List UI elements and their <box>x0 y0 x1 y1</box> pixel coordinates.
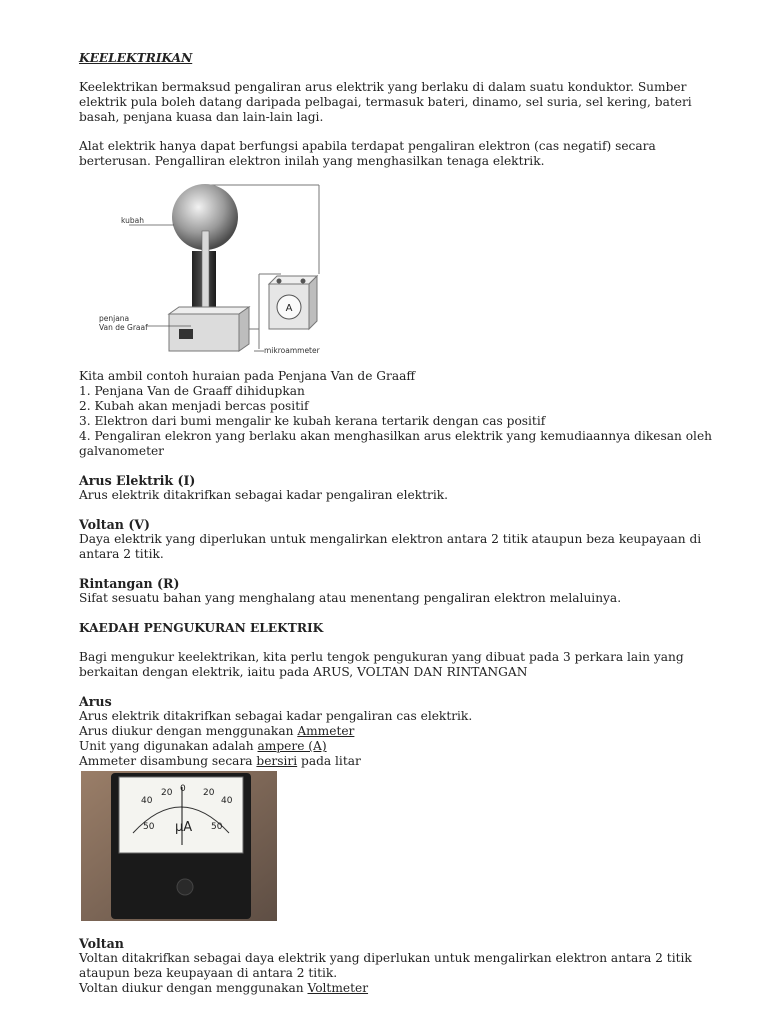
voltan-heading: Voltan <box>79 936 124 951</box>
arus-elektrik-heading: Arus Elektrik (I) <box>79 473 196 488</box>
voltan-line-2: Voltan diukur dengan menggunakan Voltmeter <box>79 981 369 995</box>
svg-text:20: 20 <box>203 788 215 798</box>
list-item: 1. Penjana Van de Graaff dihidupkan <box>79 384 305 398</box>
voltan-def-heading: Voltan (V) <box>79 517 151 532</box>
svg-text:40: 40 <box>221 796 233 806</box>
intro-paragraph: Keelektrikan bermaksud pengaliran arus elektrik yang berlaku di dalam suatu konduktor. Sumber elektrik pula boleh datang daripada pelbagai, termasuk bateri, dinamo, sel suria, sel kering, bateri basah, penjana kuasa dan lain-lain lagi. <box>79 80 692 124</box>
svg-text:50: 50 <box>211 822 223 832</box>
meter-letter: A <box>285 303 293 314</box>
svg-text:50: 50 <box>143 822 155 832</box>
label-kubah: kubah <box>121 216 144 225</box>
svg-text:20: 20 <box>161 788 173 798</box>
voltan-line-1: Voltan ditakrifkan sebagai daya elektrik yang diperlukan untuk mengalirkan elektron antara 2 titik ataupun beza keupayaan di antara 2 titik. <box>79 951 692 980</box>
svg-text:0: 0 <box>180 784 186 794</box>
voltmeter-term: Voltmeter <box>307 981 369 995</box>
steps-list <box>79 384 729 459</box>
rintangan-heading: Rintangan (R) <box>79 576 180 591</box>
page-title: KEELEKTRIKAN <box>79 51 193 65</box>
kaedah-text: Bagi mengukur keelektrikan, kita perlu tengok pengukuran yang dibuat pada 3 perkara lain yang berkaitan dengan elektrik, iaitu pada ARUS, VOLTAN DAN RINTANGAN <box>79 650 684 679</box>
label-mikroammeter: mikroammeter <box>264 346 320 355</box>
list-item: 3. Elektron dari bumi mengalir ke kubah kerana tertarik dengan cas positif <box>79 414 546 428</box>
rintangan-text: Sifat sesuatu bahan yang menghalang atau menentang pengaliran elektron melaluinya. <box>79 591 622 605</box>
voltan-def-text: Daya elektrik yang diperlukan untuk mengalirkan elektron antara 2 titik ataupun beza keupayaan di antara 2 titik. <box>79 532 702 561</box>
example-intro: Kita ambil contoh huraian pada Penjana Van de Graaff <box>79 369 416 383</box>
micro-amp-unit: μA <box>175 820 193 835</box>
list-item: 4. Pengaliran elekron yang berlaku akan menghasilkan arus elektrik yang kemudiaannya dikesan oleh galvanometer <box>79 429 713 458</box>
label-penjana: penjana <box>99 314 130 323</box>
document-page <box>79 51 729 996</box>
arus-heading: Arus <box>79 694 112 709</box>
svg-text:40: 40 <box>141 796 153 806</box>
label-van-de-graaf: Van de Graaf <box>99 323 148 332</box>
ampere-term: ampere (A) <box>257 739 327 753</box>
list-item: 2. Kubah akan menjadi bercas positif <box>79 399 309 413</box>
arus-line-1: Arus elektrik ditakrifkan sebagai kadar pengaliran cas elektrik. <box>79 709 473 723</box>
bersiri-term: bersiri <box>256 754 298 768</box>
arus-line-2: Arus diukur dengan menggunakan Ammeter <box>79 724 355 738</box>
van-de-graaff-diagram <box>99 179 349 359</box>
arus-line-3: Unit yang digunakan adalah ampere (A) <box>79 739 327 753</box>
electron-flow-paragraph: Alat elektrik hanya dapat berfungsi apabila terdapat pengaliran elektron (cas negatif) secara berterusan. Pengalliran elektron inilah yang menghasilkan tenaga elektrik. <box>79 139 656 168</box>
arus-elektrik-text: Arus elektrik ditakrifkan sebagai kadar pengaliran elektrik. <box>79 488 448 502</box>
arus-line-4: Ammeter disambung secara bersiri pada litar <box>79 754 361 768</box>
kaedah-heading: KAEDAH PENGUKURAN ELEKTRIK <box>79 621 324 635</box>
microammeter-photo <box>81 771 277 921</box>
ammeter-term: Ammeter <box>297 724 355 738</box>
